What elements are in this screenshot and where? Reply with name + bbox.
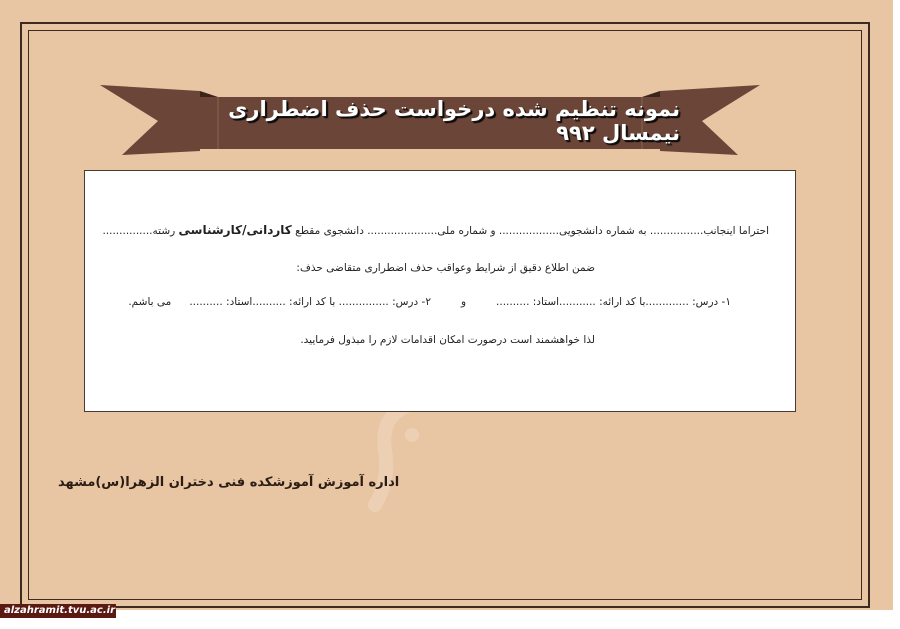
notice-line-3-end: می باشم. bbox=[128, 296, 172, 308]
watermark-logo bbox=[360, 395, 430, 515]
notice-line-2: ضمن اطلاع دقیق از شرایط وعواقب حذف اضطراری متقاضی حذف: bbox=[296, 262, 595, 274]
page-title: نمونه تنظیم شده درخواست حذف اضطراری نیمسال ۹۹۲ bbox=[228, 97, 680, 145]
notice-line-1-intro: احتراما اینجانب................ به شماره دانشجویی.................. و شماره ملی..................... دانشجوی مقطع bbox=[291, 225, 769, 237]
notice-line-4: لذا خواهشمند است درصورت امکان اقدامات لازم را مبذول فرمایید. bbox=[300, 334, 595, 346]
course-item-2: ۲- درس: ............... با کد ارائه: ..........استاد: .......... bbox=[189, 296, 431, 308]
course-item-1: ۱- درس: .............با کد ارائه: ...........استاد: .......... bbox=[496, 296, 731, 308]
request-notice-box bbox=[84, 170, 796, 412]
office-signature: اداره آموزش آموزشکده فنی دختران الزهرا(س)مشهد bbox=[58, 475, 400, 490]
notice-line-1 bbox=[102, 223, 769, 237]
degree-label: کاردانی/کارشناسی bbox=[178, 223, 292, 237]
notice-line-1-field: رشته............... bbox=[102, 225, 179, 237]
site-url-badge[interactable]: alzahramit.tvu.ac.ir bbox=[0, 604, 116, 618]
notice-line-3 bbox=[128, 296, 731, 308]
conjunction: و bbox=[460, 296, 467, 308]
